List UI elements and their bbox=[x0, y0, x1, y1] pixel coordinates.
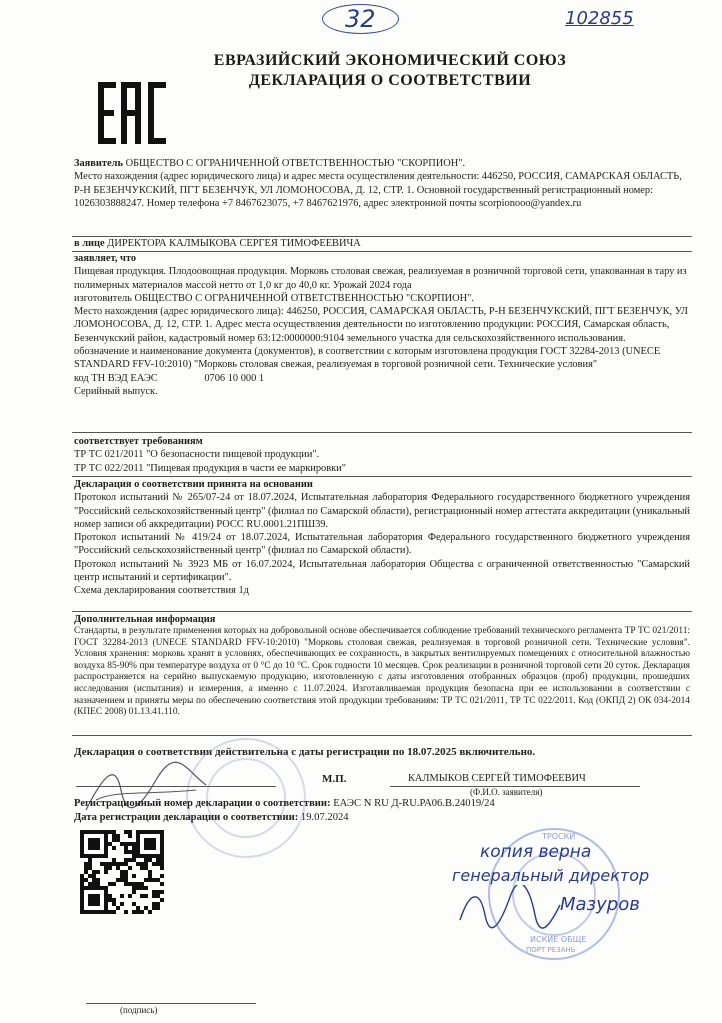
handwritten-position: генеральный директор bbox=[452, 866, 650, 885]
stamp-text-top: ТРОСКИ bbox=[542, 832, 576, 841]
basis-section bbox=[74, 478, 690, 598]
registration-number-label: Регистрационный номер декларации о соответствии: bbox=[74, 798, 331, 809]
basis-item: Протокол испытаний № 3923 МБ от 16.07.2024, Испытательная лаборатория Общества с ограниченной ответственностью "Самарский центр испытаний и сертификации". bbox=[74, 558, 690, 584]
signer-caption: (Ф.И.О. заявителя) bbox=[470, 787, 543, 797]
declares-section bbox=[74, 252, 690, 398]
validity-statement: Декларация о соответствии действительна с даты регистрации по 18.07.2025 включительно. bbox=[74, 746, 536, 758]
handwritten-signature-scribble bbox=[455, 885, 565, 930]
serial-release: Серийный выпуск. bbox=[74, 385, 158, 397]
handwritten-signature: Мазуров bbox=[560, 894, 640, 915]
union-title: ЕВРАЗИЙСКИЙ ЭКОНОМИЧЕСКИЙ СОЮЗ bbox=[213, 52, 567, 69]
signer-name: КАЛМЫКОВ СЕРГЕЙ ТИМОФЕЕВИЧ bbox=[408, 773, 586, 784]
person-label: в лице bbox=[74, 238, 105, 249]
complies-label: соответствует требованиям bbox=[74, 436, 203, 447]
stamp-mp: М.П. bbox=[322, 773, 347, 785]
registration-date-line bbox=[74, 811, 690, 824]
document-title: ДЕКЛАРАЦИЯ О СООТВЕТСТВИИ bbox=[248, 72, 532, 89]
applicant-name: ОБЩЕСТВО С ОГРАНИЧЕННОЙ ОТВЕТСТВЕННОСТЬЮ "СКОРПИОН". bbox=[125, 158, 466, 169]
person-name: ДИРЕКТОРА КАЛМЫКОВА СЕРГЕЯ ТИМОФЕЕВИЧА bbox=[107, 238, 361, 249]
manufacturer: изготовитель ОБЩЕСТВО С ОГРАНИЧЕННОЙ ОТВЕТСТВЕННОСТЬЮ "СКОРПИОН". bbox=[74, 292, 474, 304]
basis-item: Протокол испытаний № 419/24 от 18.07.2024, Испытательная лаборатория Федерального государственного бюджетного учреждения "Российский сельскохозяйственный центр" (филиал по Самарской области). bbox=[74, 532, 690, 557]
standard-document: обозначение и наименование документа (документов), в соответствии с которым изготовлена продукция ГОСТ 32284-2013 (UNECE STANDARD FFV-10:2010) "Морковь столовая свежая, реализуемая в торговой розничной сети. Технические условия" bbox=[74, 346, 661, 371]
applicant-address: Место нахождения (адрес юридического лица) и адрес места осуществления деятельности: 446250, РОССИЯ, САМАРСКАЯ ОБЛАСТЬ, Р-Н БЕЗЕНЧУКСКИЙ, ПГТ БЕЗЕНЧУК, УЛ ЛОМОНОСОВА, Д. 12, СТР. 1. Основной государственный регистрационный номер: 1026303888247. Номер телефона +7 8467623075, +7 8467621976, адрес электронной почты scorpionooo@yandex.ru bbox=[74, 171, 682, 209]
handwritten-reg-number: 102855 bbox=[565, 8, 634, 29]
registration-date-label: Дата регистрации декларации о соответствии: bbox=[74, 812, 299, 823]
applicant-section bbox=[74, 157, 690, 210]
registration-number: ЕАЭС N RU Д-RU.РА06.В.24019/24 bbox=[333, 798, 495, 809]
product-description: Пищевая продукция. Плодоовощная продукция. Морковь столовая свежая, реализуемая в розничной торговой сети, упакованная в тару из полимерных материалов массой нетто от 1,0 кг до 40,0 кг. Урожай 2024 года bbox=[74, 266, 687, 291]
stamp-text-bottom: ПОРТ РЕЗАНЬ bbox=[526, 946, 576, 954]
handwritten-copy-note: копия верна bbox=[480, 842, 592, 862]
manufacturer-address: Место нахождения (адрес юридического лица): 446250, РОССИЯ, САМАРСКАЯ ОБЛАСТЬ, Р-Н БЕЗЕНЧУКСКИЙ, ПГТ БЕЗЕНЧУК, УЛ ЛОМОНОСОВА, Д. 12, СТР. 1. Адрес места осуществления деятельности по изготовлению продукции: РОССИЯ, Самарская область, Безенчукский район, кадастровый номер 63:12:0000000:9104 земельного участка для сельскохозяйственного использования. bbox=[74, 306, 688, 344]
requirement-item: ТР ТС 022/2011 "Пищевая продукция в части ее маркировки" bbox=[74, 462, 346, 474]
complies-section bbox=[74, 435, 690, 475]
registration-date: 19.07.2024 bbox=[300, 812, 349, 823]
eac-logo bbox=[98, 82, 166, 144]
handwritten-page-number: 32 bbox=[322, 4, 399, 34]
qr-code bbox=[80, 830, 164, 914]
additional-section bbox=[74, 613, 690, 719]
tnved-label: код ТН ВЭД ЕАЭС bbox=[74, 372, 158, 384]
stamp-text-middle: ИСКИЕ ОБЩЕ bbox=[530, 935, 587, 944]
additional-text: Стандарты, в результате применения которых на добровольной основе обеспечивается соблюдение требований технического регламента ТР ТС 021/2011: ГОСТ 32284-2013 (UNECE STANDARD FFV-10:2010) "Морковь столовая свежая, реализуемая в торговой розничной сети. Технические условия". Условия хранения: морковь хранят в условиях, обеспечивающих ее сохранность, в закрытых вентилируемых помещениях с относительной влажностью воздуха 85-90% при температуре воздуха от 0 °С до 10 °С. Срок годности 10 месяцев. Срок реализации в розничной торговой сети 20 суток. Декларация распространяется на серийно выпускаемую продукцию, изготовленную с даты изготовления отобранных образцов (проб) продукции, прошедших исследования (испытания) и измерения, а именно с 11.07.2024. Изготавливаемая продукция безопасна при ее использовании в соответствии с назначением и приняты меры по обеспечению соответствия этой продукции требованиям: ТР ТС 021/2011, ТР ТС 022/2011. Код (ОКПД 2) ОК 034-2014 (КПЕС 2008) 01.13.41.110. bbox=[74, 626, 690, 718]
declares-label: заявляет, что bbox=[74, 253, 137, 264]
additional-label: Дополнительная информация bbox=[74, 614, 216, 625]
signature-caption: (подпись) bbox=[120, 1005, 158, 1015]
registration-number-line bbox=[74, 797, 690, 810]
basis-item: Протокол испытаний № 265/07-24 от 18.07.2024, Испытательная лаборатория Федерального государственного бюджетного учреждения "Российский сельскохозяйственный центр" (филиал по Самарской области), регистрационный номер аттестата аккредитации (уникальный номер записи об аккредитации) РОСС RU.0001.21ПШ39. bbox=[74, 492, 690, 530]
requirement-item: ТР ТС 021/2011 "О безопасности пищевой продукции". bbox=[74, 449, 320, 461]
applicant-person bbox=[74, 237, 690, 250]
declaration-scheme: Схема декларирования соответствия 1д bbox=[74, 585, 249, 597]
tnved-code: 0706 10 000 1 bbox=[204, 372, 265, 384]
applicant-label: Заявитель bbox=[74, 158, 123, 169]
basis-label: Декларация о соответствии принята на основании bbox=[74, 479, 313, 490]
